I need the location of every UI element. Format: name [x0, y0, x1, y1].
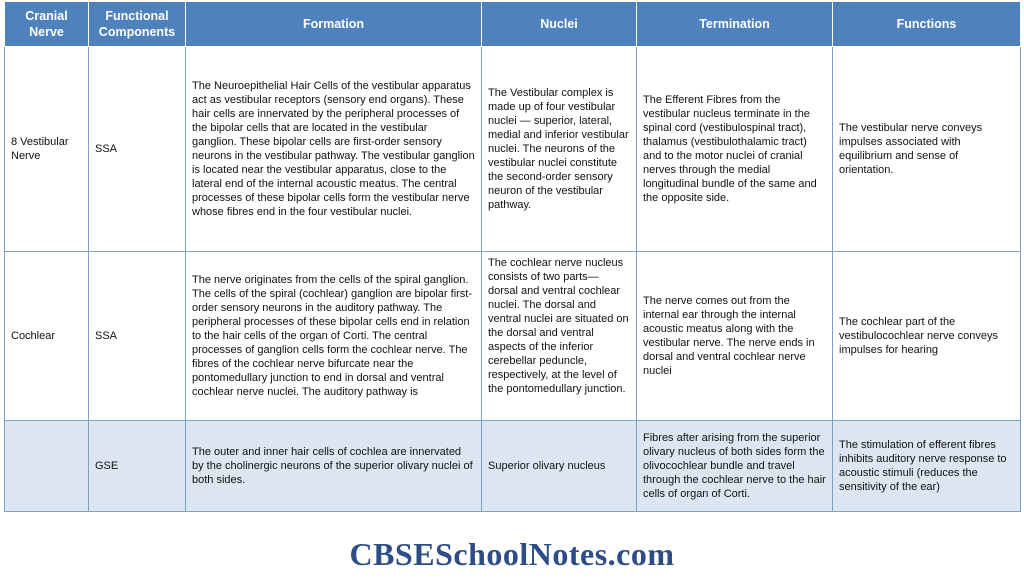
cell-functions: The vestibular nerve conveys impulses associated with equilibrium and sense of orientation. — [833, 47, 1021, 252]
cell-termination: The nerve comes out from the internal ear through the internal acoustic meatus along with the vestibular nerve. The nerve ends in dorsal and ventral cochlear nerve nuclei — [637, 252, 833, 421]
cell-component: SSA — [89, 252, 186, 421]
cell-formation: The nerve originates from the cells of the spiral ganglion. The cells of the spiral (cochlear) ganglion are bipolar first-order sensory neurons in the auditory pathway. The peripheral processes of these bipolar cells end in relation to the hair cells of the organ of Corti. The central processes of ganglion cells form the cochlear nerve. The fibres of the cochlear nerve bifurcate near the pontomedullary junction to end in dorsal and ventral cochlear nerve nuclei. The auditory pathway is — [186, 252, 482, 421]
cell-nerve: 8 Vestibular Nerve — [5, 47, 89, 252]
cell-component: SSA — [89, 47, 186, 252]
header-termination: Termination — [637, 2, 833, 47]
table-row — [5, 421, 1021, 512]
cranial-nerve-table — [4, 1, 1021, 512]
cell-functions: The cochlear part of the vestibulocochlear nerve conveys impulses for hearing — [833, 252, 1021, 421]
header-functional-components: Functional Components — [89, 2, 186, 47]
cell-nuclei: The Vestibular complex is made up of four vestibular nuclei — superior, lateral, medial and inferior vestibular nuclei. The neurons of the vestibular nuclei constitute the second-order sensory neuron of the vestibular pathway. — [482, 47, 637, 252]
cell-termination: The Efferent Fibres from the vestibular nucleus terminate in the spinal cord (vestibulospinal tract), thalamus (vestibulothalamic tract) and to the motor nuclei of cranial nerves through the medial longitudinal bundle of the same and the opposite side. — [637, 47, 833, 252]
cell-formation: The outer and inner hair cells of cochlea are innervated by the cholinergic neurons of the superior olivary nuclei of both sides. — [186, 421, 482, 512]
cell-nerve — [5, 421, 89, 512]
cell-component: GSE — [89, 421, 186, 512]
table-row — [5, 252, 1021, 421]
cell-nerve: Cochlear — [5, 252, 89, 421]
cell-termination: Fibres after arising from the superior olivary nucleus of both sides form the olivocochlear bundle and travel through the cochlear nerve to the hair cells of organ of Corti. — [637, 421, 833, 512]
header-formation: Formation — [186, 2, 482, 47]
header-cranial-nerve: Cranial Nerve — [5, 2, 89, 47]
table-row — [5, 47, 1021, 252]
site-watermark: CBSESchoolNotes.com — [349, 536, 675, 572]
cell-functions: The stimulation of efferent fibres inhibits auditory nerve response to acoustic stimuli (reduces the sensitivity of the ear) — [833, 421, 1021, 512]
cell-formation: The Neuroepithelial Hair Cells of the vestibular apparatus act as vestibular receptors (sensory end organs). These hair cells are innervated by the peripheral processes of the bipolar cells that are located in the vestibular ganglion. These bipolar cells are first-order sensory neurons in the vestibular pathway. The vestibular ganglion is located near the vestibular apparatus, close to the lateral end of the internal acoustic meatus. The central processes of these bipolar cells form the vestibular nerve whose fibres end in the four vestibular nuclei. — [186, 47, 482, 252]
table-header-row — [5, 2, 1021, 47]
cell-nuclei: The cochlear nerve nucleus consists of two parts— dorsal and ventral cochlear nuclei. The dorsal and ventral nuclei are situated on the dorsal and ventral aspects of the inferior cerebellar peduncle, respectively, at the level of the pontomedullary junction. — [482, 252, 637, 421]
cell-nuclei: Superior olivary nucleus — [482, 421, 637, 512]
header-functions: Functions — [833, 2, 1021, 47]
header-nuclei: Nuclei — [482, 2, 637, 47]
